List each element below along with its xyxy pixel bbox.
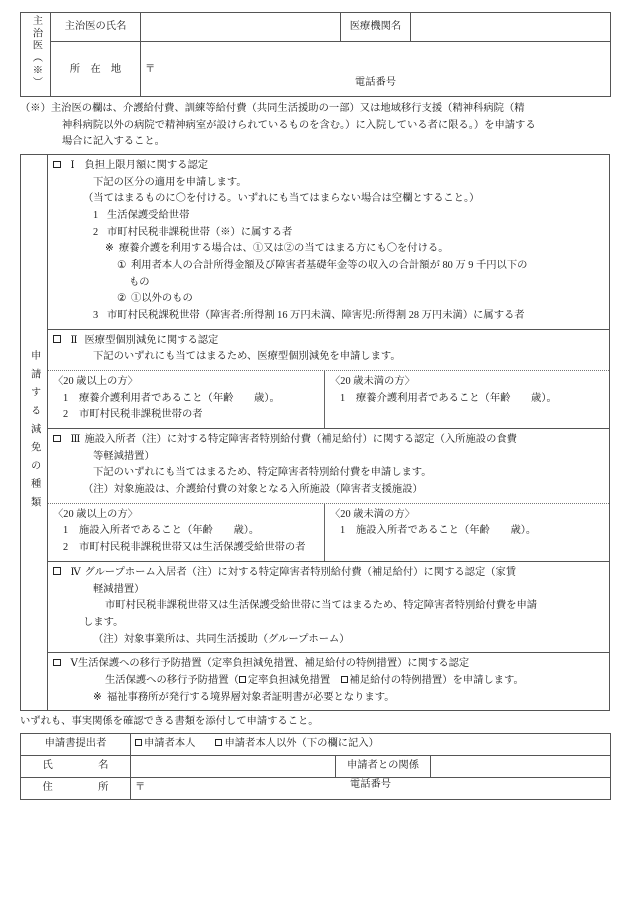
over20-item — [53, 540, 319, 557]
section-IV-line-3: します。 — [83, 616, 124, 628]
submitter-label: 申請書提出者 — [21, 733, 131, 755]
postal-mark: 〒 — [145, 63, 156, 75]
section-II-title: 医療型個別減免に関する認定 — [84, 334, 219, 346]
item-text: 療養介護を利用する場合は、①又は②の当てはまる方にも〇を付ける。 — [119, 243, 449, 255]
table-row — [21, 42, 611, 97]
section-I-line-2: （当てはまるものに〇を付ける。いずれにも当てはまらない場合は空欄とすること。） — [83, 193, 480, 205]
item-text: 施設入所者であること（年齢 歳）。 — [356, 525, 537, 537]
doctor-name-value[interactable] — [141, 13, 341, 42]
table-row — [21, 755, 611, 777]
section-I-item-1 — [53, 208, 604, 225]
section-V-numeral: Ⅴ — [70, 658, 78, 670]
item-text: 生活保護受給世帯 — [107, 210, 190, 222]
section-III-numeral: Ⅲ — [70, 434, 81, 446]
doctor-note — [20, 101, 610, 150]
item-number: 1 — [340, 525, 346, 537]
applicant-table — [20, 733, 611, 800]
section-II — [48, 330, 609, 429]
section-I-item-3 — [53, 308, 604, 325]
over20-header: 〈20 歳以上の方〉 — [53, 376, 138, 388]
item-text: 療養介護利用者であること（年齢 歳）。 — [79, 392, 280, 404]
submitter-options — [131, 733, 611, 755]
section-IV-line-4: （注）対象事業所は、共同生活援助（グループホーム） — [93, 633, 350, 645]
item-text: 市町村民税非課税世帯（※）に属する者 — [107, 226, 293, 238]
over20-item — [53, 391, 319, 408]
section-I-header — [53, 158, 604, 175]
table-row — [21, 13, 611, 42]
relation-label: 申請者との関係 — [336, 755, 431, 777]
item-text: 利用者本人の合計所得金額及び障害者基礎年金等の収入の合計額が 80 万 9 千円以下の — [131, 260, 528, 272]
section-IV-numeral: Ⅳ — [70, 566, 81, 578]
section-III-under20 — [325, 504, 609, 561]
under20-item — [330, 523, 604, 540]
table-row — [21, 777, 611, 799]
doctor-side-label-text: 主治医（※） — [30, 15, 42, 89]
submitter-option2-label: 申請者本人以外（下の欄に記入） — [224, 738, 379, 750]
item-text: 市町村民税課税世帯（障害者:所得割 16 万円未満、障害児:所得割 28 万円未満）に属する者 — [107, 310, 525, 322]
section-III-line-3: （注）対象施設は、介護給付費の対象となる入所施設（障害者支援施設） — [83, 484, 423, 496]
doctor-table — [20, 12, 611, 97]
checkbox-section-V-option-2[interactable] — [341, 676, 348, 683]
postal-mark: 〒 — [135, 782, 146, 794]
reduction-side-label — [21, 155, 48, 710]
section-III — [48, 429, 609, 562]
item-number: ※ — [105, 243, 114, 255]
submitter-option1-label: 申請者本人 — [144, 738, 196, 750]
section-I-sub-1-cont: もの — [129, 276, 150, 288]
item-number: 2 — [63, 542, 69, 554]
reduction-side-label-text: 申請する減免の種類 — [28, 350, 40, 515]
institution-label: 医療機関名 — [341, 13, 411, 42]
section-III-age-split — [48, 503, 609, 561]
doctor-note-line3: 場合に記入すること。 — [62, 135, 165, 147]
section-II-line-1: 下記のいずれにも当てはまるため、医療型個別減免を申請します。 — [93, 351, 401, 363]
section-I-line-1: 下記の区分の適用を申請します。 — [93, 176, 247, 188]
doctor-name-label: 主治医の氏名 — [51, 13, 141, 42]
section-II-header — [53, 333, 604, 350]
item-number: ① — [117, 260, 127, 272]
section-V — [48, 653, 609, 710]
section-I — [48, 155, 609, 330]
section-I-numeral: Ⅰ — [70, 160, 75, 172]
doctor-address-value[interactable] — [141, 42, 611, 97]
under20-item — [330, 391, 604, 408]
section-II-numeral: Ⅱ — [70, 334, 78, 346]
item-number: ② — [117, 293, 127, 305]
section-III-line-1: 等軽減措置） — [93, 450, 155, 462]
section-III-header — [53, 432, 604, 449]
doctor-tel-label: 電話番号 — [354, 76, 397, 88]
checkbox-submitter-other[interactable] — [215, 739, 222, 746]
section-I-sub-1 — [53, 258, 604, 275]
item-number: 2 — [63, 409, 69, 421]
institution-value[interactable] — [411, 13, 611, 42]
item-text: 福祉事務所が発行する境界層対象者証明書が必要となります。 — [107, 691, 395, 703]
section-V-note — [53, 690, 604, 707]
item-text: ①以外のもの — [131, 293, 193, 305]
applicant-tel-label: 電話番号 — [349, 779, 392, 791]
doctor-note-line1: （※）主治医の欄は、介護給付費、訓練等給付費（共同生活援助の一部）又は地域移行支援（精神科病院（精 — [20, 103, 525, 115]
checkbox-section-III[interactable] — [53, 435, 61, 443]
relation-value[interactable] — [431, 755, 611, 777]
checkbox-section-II[interactable] — [53, 335, 61, 343]
checkbox-section-V[interactable] — [53, 659, 61, 667]
checkbox-submitter-self[interactable] — [135, 739, 142, 746]
section-I-note — [53, 241, 604, 258]
checkbox-section-V-option-1[interactable] — [239, 676, 246, 683]
applicant-name-label: 氏 名 — [21, 755, 131, 777]
over20-header: 〈20 歳以上の方〉 — [53, 508, 138, 520]
doctor-side-label — [21, 13, 51, 97]
section-I-title: 負担上限月額に関する認定 — [84, 160, 209, 172]
section-IV-header — [53, 565, 604, 582]
section-V-header — [53, 656, 604, 673]
section-IV-title: グループホーム入居者（注）に対する特定障害者特別給付費（補足給付）に関する認定（家賃 — [84, 566, 517, 578]
table-row — [21, 733, 611, 755]
section-III-line-2: 下記のいずれにも当てはまるため、特定障害者特別給付費を申請します。 — [93, 467, 432, 479]
reduction-sections — [48, 155, 609, 710]
over20-item — [53, 523, 319, 540]
item-text: 市町村民税非課税世帯の者 — [79, 409, 203, 421]
section-V-title: 生活保護への移行予防措置（定率負担減免措置、補足給付の特例措置）に関する認定 — [77, 658, 470, 670]
under20-header: 〈20 歳未満の方〉 — [330, 508, 415, 520]
section-III-title: 施設入所者（注）に対する特定障害者特別給付費（補足給付）に関する認定（入所施設の食費 — [84, 434, 517, 446]
section-II-over20 — [48, 371, 325, 428]
item-text: 市町村民税非課税世帯又は生活保護受給世帯の者 — [79, 542, 306, 554]
section-V-line-1: 生活保護への移行予防措置（ 定率負担減免措置 補足給付の特例措置）を申請します。 — [105, 674, 524, 686]
item-number: 2 — [93, 226, 99, 238]
section-IV — [48, 562, 609, 653]
item-number: 3 — [93, 310, 99, 322]
section-II-under20 — [325, 371, 609, 428]
item-number: 1 — [93, 210, 99, 222]
over20-item — [53, 407, 319, 424]
applicant-address-label: 住 所 — [21, 777, 131, 799]
item-number: ※ — [93, 691, 102, 703]
item-text: 施設入所者であること（年齢 歳）。 — [79, 525, 260, 537]
doctor-address-label: 所 在 地 — [51, 42, 141, 97]
section-IV-line-1: 軽減措置） — [93, 583, 145, 595]
section-III-over20 — [48, 504, 325, 561]
section-I-item-2 — [53, 225, 604, 242]
reduction-type-block — [20, 154, 610, 711]
section-I-sub-2 — [53, 291, 604, 308]
checkbox-section-IV[interactable] — [53, 567, 61, 575]
item-text: 療養介護利用者であること（年齢 歳）。 — [356, 392, 557, 404]
doctor-note-line2: 神科病院以外の病院で精神病室が設けられているものを含む。）に入院している者に限る。）を申請する — [62, 119, 536, 131]
item-number: 1 — [340, 392, 346, 404]
under20-header: 〈20 歳未満の方〉 — [330, 376, 415, 388]
section-II-age-split — [48, 370, 609, 428]
item-number: 1 — [63, 392, 69, 404]
checkbox-section-I[interactable] — [53, 161, 61, 169]
section-IV-line-2: 市町村民税非課税世帯又は生活保護受給世帯に当てはまるため、特定障害者特別給付費を申請 — [105, 600, 538, 612]
applicant-name-value[interactable] — [131, 755, 336, 777]
attach-documents-note: いずれも、事実関係を確認できる書類を添付して申請すること。 — [20, 716, 319, 728]
item-number: 1 — [63, 525, 69, 537]
applicant-address-value[interactable] — [131, 777, 611, 799]
